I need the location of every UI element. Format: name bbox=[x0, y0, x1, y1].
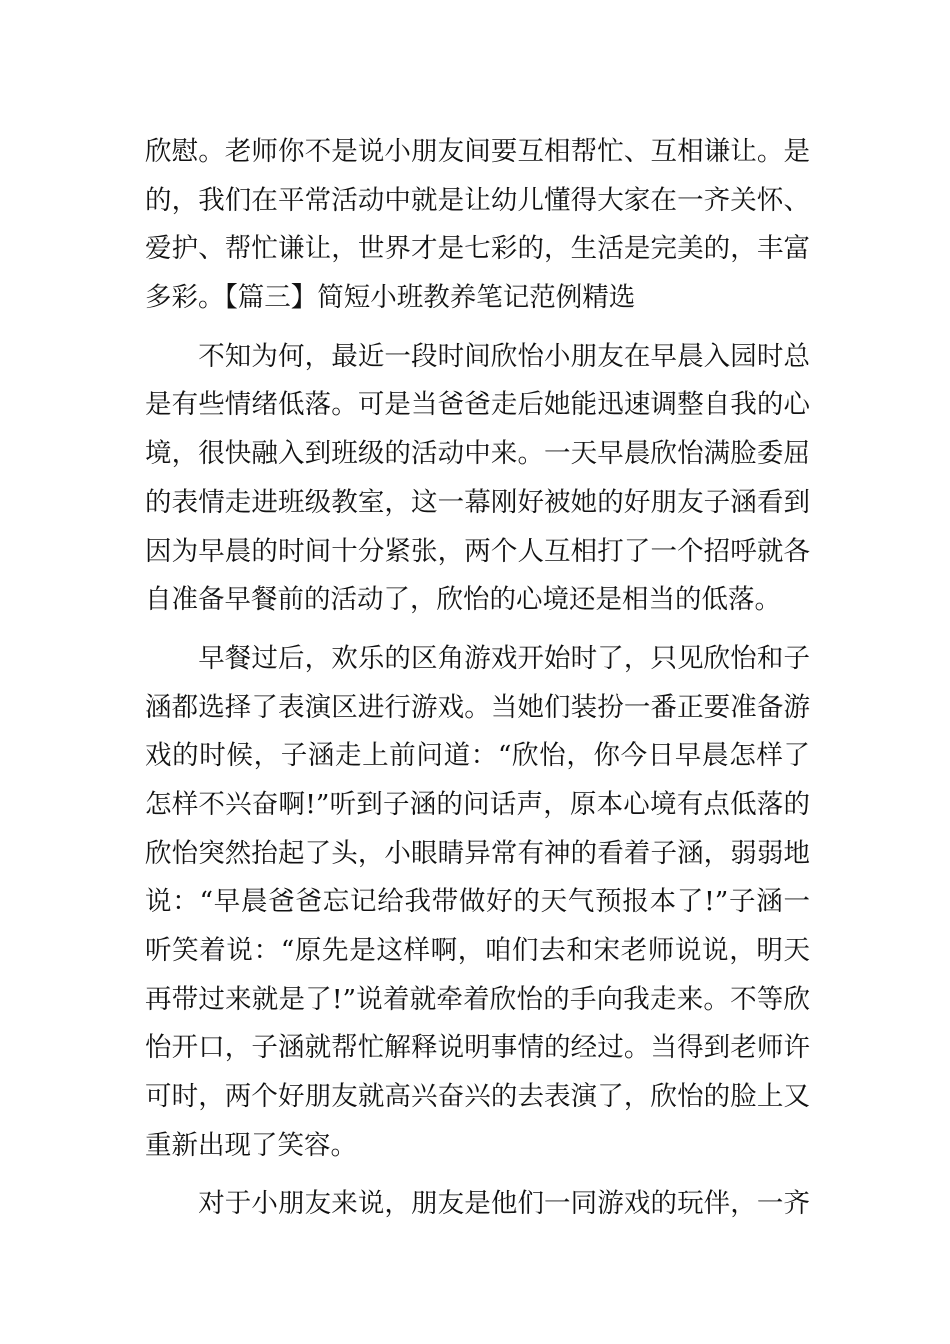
text-line: 欣怡突然抬起了头，小眼睛异常有神的看着子涵，弱弱地 bbox=[145, 837, 810, 869]
text-line: 爱护、帮忙谦让，世界才是七彩的，生活是完美的，丰富 bbox=[145, 233, 810, 265]
paragraph bbox=[145, 128, 810, 323]
paragraph bbox=[145, 333, 810, 625]
paragraph-gap bbox=[145, 1170, 810, 1180]
text-line: 因为早晨的时间十分紧张，两个人互相打了一个招呼就各 bbox=[145, 535, 810, 567]
text-line: 是有些情绪低落。可是当爸爸走后她能迅速调整自我的心 bbox=[145, 389, 810, 421]
paragraph-gap bbox=[145, 323, 810, 333]
paragraph-gap bbox=[145, 625, 810, 635]
text-line: 可时，两个好朋友就高兴奋兴的去表演了，欣怡的脸上又 bbox=[145, 1081, 810, 1113]
text-line: 的表情走进班级教室，这一幕刚好被她的好朋友子涵看到 bbox=[145, 486, 810, 518]
text-line: 说：“早晨爸爸忘记给我带做好的天气预报本了!”子涵一 bbox=[145, 886, 810, 918]
document-body bbox=[145, 128, 810, 1229]
paragraph bbox=[145, 1180, 810, 1229]
text-line: 怡开口，子涵就帮忙解释说明事情的经过。当得到老师许 bbox=[145, 1032, 810, 1064]
text-line: 多彩。【篇三】简短小班教养笔记范例精选 bbox=[145, 282, 636, 314]
text-line: 的，我们在平常活动中就是让幼儿懂得大家在一齐关怀、 bbox=[145, 184, 810, 216]
text-line: 境，很快融入到班级的活动中来。一天早晨欣怡满脸委屈 bbox=[145, 438, 810, 470]
text-line: 怎样不兴奋啊!”听到子涵的问话声，原本心境有点低落的 bbox=[145, 788, 810, 820]
text-line: 重新出现了笑容。 bbox=[145, 1129, 357, 1161]
text-line: 再带过来就是了!”说着就牵着欣怡的手向我走来。不等欣 bbox=[145, 983, 810, 1015]
text-line: 听笑着说：“原先是这样啊，咱们去和宋老师说说，明天 bbox=[145, 935, 810, 966]
text-line: 欣慰。老师你不是说小朋友间要互相帮忙、互相谦让。是 bbox=[145, 136, 810, 167]
text-line: 早餐过后，欢乐的区角游戏开始时了，只见欣怡和子 bbox=[145, 642, 810, 674]
paragraph bbox=[145, 635, 810, 1171]
text-line: 涵都选择了表演区进行游戏。当她们装扮一番正要准备游 bbox=[145, 691, 810, 723]
text-line: 对于小朋友来说，朋友是他们一同游戏的玩伴，一齐 bbox=[145, 1188, 810, 1220]
text-line: 不知为何，最近一段时间欣怡小朋友在早晨入园时总 bbox=[145, 340, 810, 372]
text-line: 自准备早餐前的活动了，欣怡的心境还是相当的低落。 bbox=[145, 584, 781, 616]
text-line: 戏的时候，子涵走上前问道：“欣怡，你今日早晨怎样了 bbox=[145, 740, 810, 772]
